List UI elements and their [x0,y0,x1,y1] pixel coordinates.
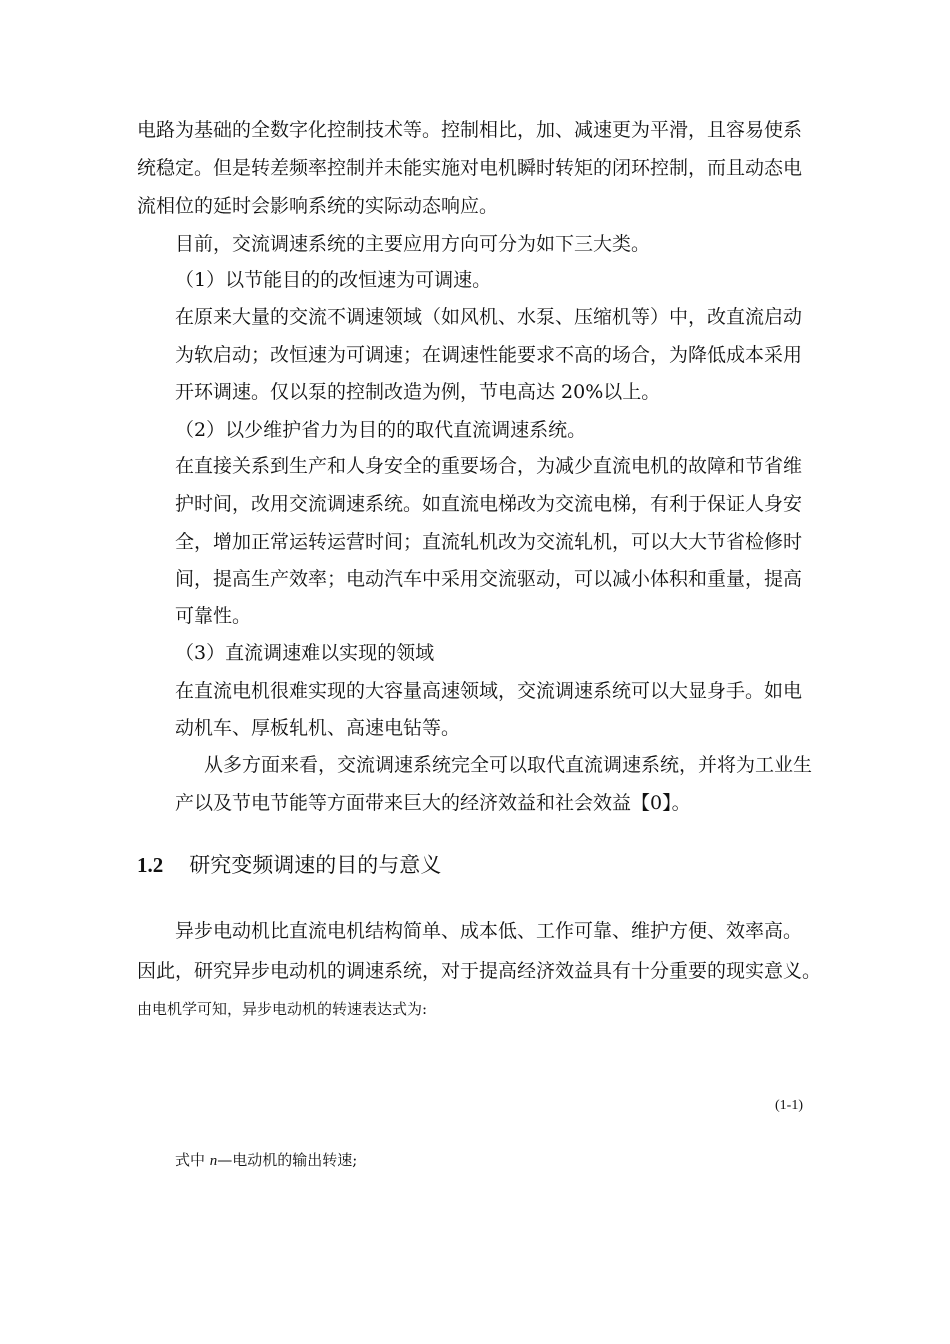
section-body-line-2: 因此，研究异步电动机的调速系统，对于提高经济效益具有十分重要的现实意义。 [137,960,822,982]
item-1-line-3: 开环调速。仅以泵的控制改造为例，节电高达 20%以上。 [175,381,661,403]
item-3-title: （3）直流调速难以实现的领域 [175,642,435,664]
item-2-line-5: 可靠性。 [175,605,252,627]
item-3-line-1: 在直流电机很难实现的大容量高速领域，交流调速系统可以大显身手。如电 [175,680,803,702]
section-body-line-1: 异步电动机比直流电机结构简单、成本低、工作可靠、维护方便、效率高。 [175,920,803,942]
item-2-line-4: 间，提高生产效率；电动汽车中采用交流驱动，可以减小体积和重量，提高 [175,568,803,590]
paragraph-3-line-2: 产以及节电节能等方面带来巨大的经济效益和社会效益【0】。 [175,792,691,814]
formula-intro: 由电机学可知，异步电动机的转速表达式为: [137,1000,428,1018]
item-1-line-1: 在原来大量的交流不调速领域（如风机、水泵、压缩机等）中，改直流启动 [175,306,803,328]
section-number: 1.2 [137,853,164,877]
item-1-line-2: 为软启动；改恒速为可调速；在调速性能要求不高的场合，为降低成本采用 [175,344,803,366]
paragraph-3-line-1: 从多方面来看，交流调速系统完全可以取代直流调速系统，并将为工业生 [204,754,813,776]
section-title: 研究变频调速的目的与意义 [189,853,442,877]
variable-n: n [209,1153,218,1169]
paragraph-1-line-3: 流相位的延时会影响系统的实际动态响应。 [137,195,499,217]
section-heading [137,851,441,879]
item-2-title: （2）以少维护省力为目的的取代直流调速系统。 [175,419,587,441]
equation-number: (1-1) [775,1098,803,1113]
item-2-line-2: 护时间，改用交流调速系统。如直流电梯改为交流电梯，有利于保证人身安 [175,493,803,515]
where-clause [175,1150,357,1171]
item-2-line-3: 全，增加正常运转运营时间；直流轧机改为交流轧机，可以大大节省检修时 [175,531,803,553]
item-2-line-1: 在直接关系到生产和人身安全的重要场合，为减少直流电机的故障和节省维 [175,455,803,477]
where-prefix: 式中 [175,1151,210,1169]
where-description: —电动机的输出转速; [217,1151,358,1169]
paragraph-1-line-2: 统稳定。但是转差频率控制并未能实施对电机瞬时转矩的闭环控制，而且动态电 [137,157,803,179]
item-3-line-2: 动机车、厚板轧机、高速电钻等。 [175,717,461,739]
paragraph-2: 目前，交流调速系统的主要应用方向可分为如下三大类。 [175,233,651,255]
paragraph-1-line-1: 电路为基础的全数字化控制技术等。控制相比，加、减速更为平滑，且容易使系 [137,119,803,141]
item-1-title: （1）以节能目的的改恒速为可调速。 [175,269,492,291]
